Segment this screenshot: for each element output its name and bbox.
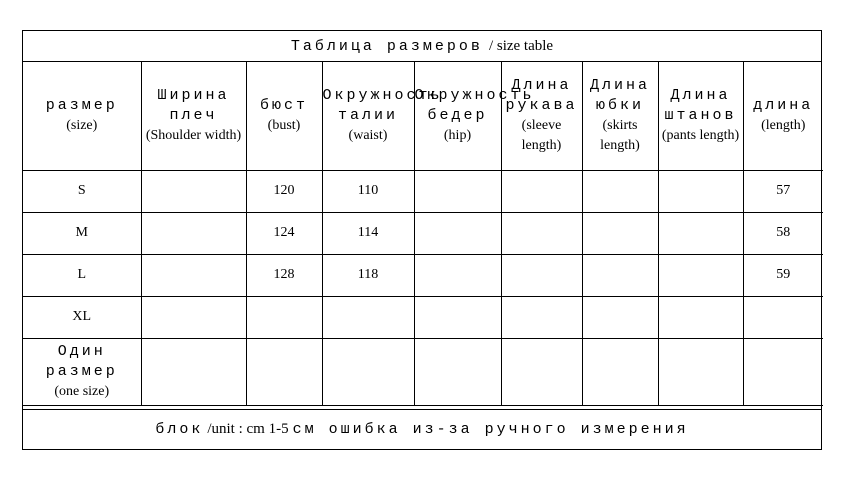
cell-waist (322, 296, 414, 338)
title-en: / size table (488, 37, 554, 54)
cell-shoulder (141, 338, 246, 405)
table-row (23, 338, 823, 405)
footer-ru-note: см ошибка из-за ручного измерения (292, 421, 689, 438)
header-size: размер (size) (23, 62, 141, 170)
cell-pants (658, 338, 743, 405)
header-waist: Окружность талии (waist) (322, 62, 414, 170)
header-shoulder: Ширина плеч (Shoulder width) (141, 62, 246, 170)
header-row (23, 62, 823, 170)
cell-size: M (23, 212, 141, 254)
cell-size: L (23, 254, 141, 296)
cell-bust: 128 (246, 254, 322, 296)
cell-length: 58 (743, 212, 823, 254)
cell-hip (414, 254, 501, 296)
cell-pants (658, 170, 743, 212)
unit-note (23, 409, 821, 449)
cell-hip (414, 170, 501, 212)
cell-sleeve (501, 170, 582, 212)
header-bust: бюст (bust) (246, 62, 322, 170)
cell-pants (658, 296, 743, 338)
cell-bust: 124 (246, 212, 322, 254)
footer-ru-unit: блок (155, 421, 204, 438)
cell-length (743, 296, 823, 338)
cell-skirt (582, 170, 658, 212)
cell-skirt (582, 212, 658, 254)
cell-pants (658, 254, 743, 296)
table-title (23, 31, 821, 62)
size-chart (22, 30, 822, 450)
cell-shoulder (141, 170, 246, 212)
cell-size: XL (23, 296, 141, 338)
header-pants: Длина штанов (pants length) (658, 62, 743, 170)
cell-waist: 110 (322, 170, 414, 212)
table-row (23, 212, 823, 254)
cell-sleeve (501, 338, 582, 405)
size-table (23, 62, 823, 406)
cell-skirt (582, 254, 658, 296)
cell-shoulder (141, 296, 246, 338)
cell-length (743, 338, 823, 405)
header-sleeve: Длина рукава (sleeve length) (501, 62, 582, 170)
title-ru: Таблица размеров (290, 37, 483, 55)
cell-size: Один размер (one size) (23, 338, 141, 405)
footer-en-unit: /unit : cm 1-5 (207, 421, 289, 437)
cell-hip (414, 212, 501, 254)
cell-sleeve (501, 212, 582, 254)
table-row (23, 170, 823, 212)
cell-bust: 120 (246, 170, 322, 212)
header-hip: Окружность бедер (hip) (414, 62, 501, 170)
cell-length: 57 (743, 170, 823, 212)
cell-sleeve (501, 296, 582, 338)
cell-sleeve (501, 254, 582, 296)
cell-hip (414, 338, 501, 405)
header-length: длина (length) (743, 62, 823, 170)
cell-pants (658, 212, 743, 254)
cell-waist: 114 (322, 212, 414, 254)
table-row (23, 296, 823, 338)
cell-skirt (582, 338, 658, 405)
cell-bust (246, 296, 322, 338)
cell-length: 59 (743, 254, 823, 296)
cell-waist (322, 338, 414, 405)
cell-size: S (23, 170, 141, 212)
cell-waist: 118 (322, 254, 414, 296)
cell-bust (246, 338, 322, 405)
cell-hip (414, 296, 501, 338)
header-skirt: Длина юбки (skirts length) (582, 62, 658, 170)
cell-shoulder (141, 212, 246, 254)
cell-shoulder (141, 254, 246, 296)
table-row (23, 254, 823, 296)
cell-skirt (582, 296, 658, 338)
